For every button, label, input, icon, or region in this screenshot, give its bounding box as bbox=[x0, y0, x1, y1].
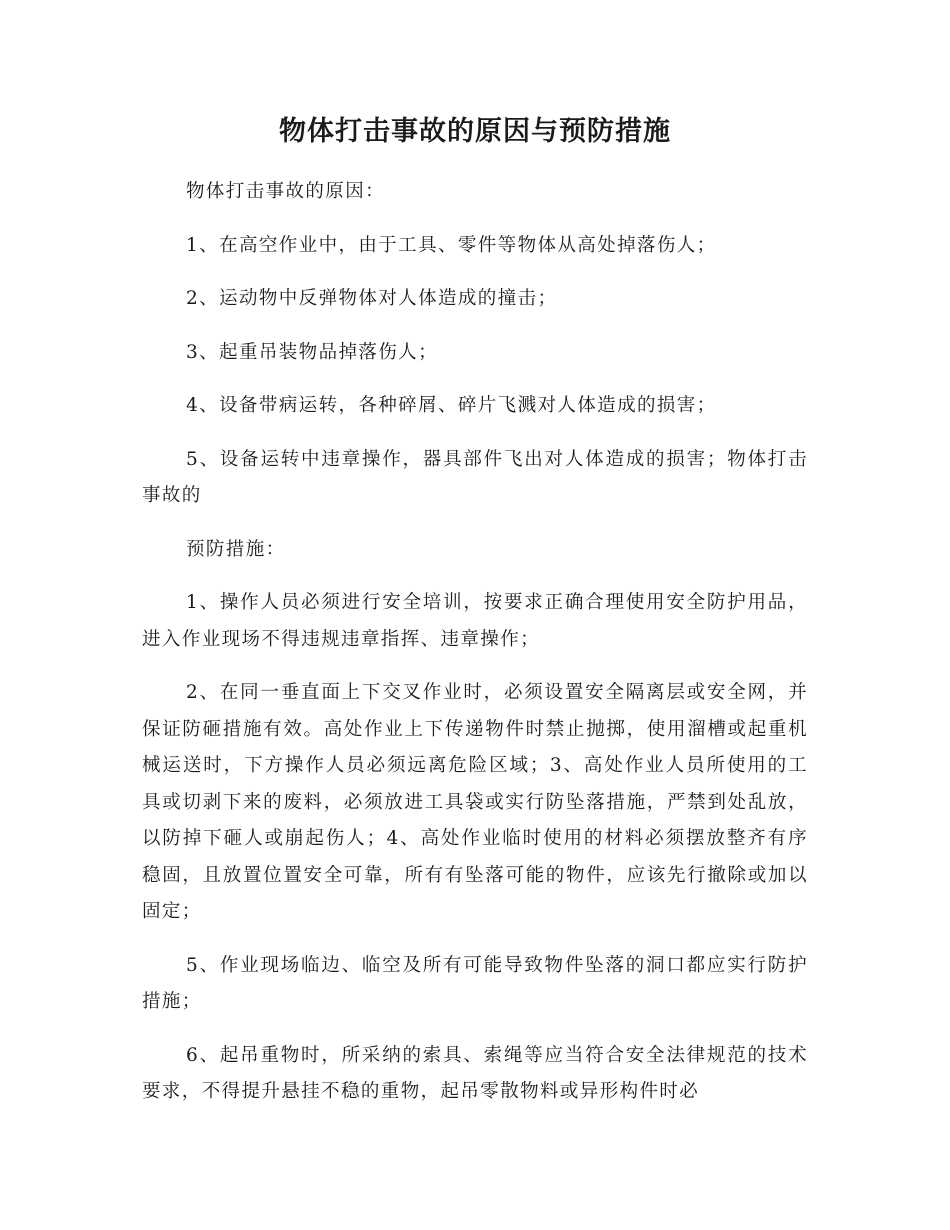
paragraph-cause-1: 1、在高空作业中，由于工具、零件等物体从高处掉落伤人； bbox=[186, 234, 717, 256]
paragraph-prevention-1: 1、操作人员必须进行安全培训，按要求正确合理使用安全防护用品，进入作业现场不得违规违章指挥、违章操作； bbox=[142, 592, 808, 650]
paragraph-causes-heading: 物体打击事故的原因： bbox=[186, 181, 386, 202]
paragraph-cause-3: 3、起重吊装物品掉落伤人； bbox=[186, 341, 438, 363]
paragraph-prevention-5: 5、作业现场临边、临空及所有可能导致物件坠落的洞口都应实行防护措施； bbox=[142, 954, 808, 1012]
paragraph-prevention-heading: 预防措施： bbox=[186, 538, 286, 560]
document-page bbox=[142, 110, 808, 1128]
paragraph-cause-4: 4、设备带病运转，各种碎屑、碎片飞溅对人体造成的损害； bbox=[186, 395, 717, 416]
paragraph-cause-2: 2、运动物中反弹物体对人体造成的撞击； bbox=[186, 288, 558, 309]
paragraph-prevention-6: 6、起吊重物时，所采纳的索具、索绳等应当符合安全法律规范的技术要求，不得提升悬挂不稳的重物，起吊零散物料或异形构件时必 bbox=[142, 1044, 808, 1102]
paragraph-prevention-2-4: 2、在同一垂直面上下交叉作业时，必须设置安全隔离层或安全网，并保证防砸措施有效。高处作业上下传递物件时禁止抛掷，使用溜槽或起重机械运送时，下方操作人员必须远离危险区域；3、高处作业人员所使用的工具或切剥下来的废料，必须放进工具袋或实行防坠落措施，严禁到处乱放，以防掉下砸人或崩起伤人；4、高处作业临时使用的材料必须摆放整齐有序稳固，且放置位置安全可靠，所有有坠落可能的物件，应该先行撤除或加以固定； bbox=[142, 682, 808, 922]
document-title: 物体打击事故的原因与预防措施 bbox=[279, 116, 671, 147]
paragraph-cause-5: 5、设备运转中违章操作，器具部件飞出对人体造成的损害；物体打击事故的 bbox=[142, 448, 808, 506]
